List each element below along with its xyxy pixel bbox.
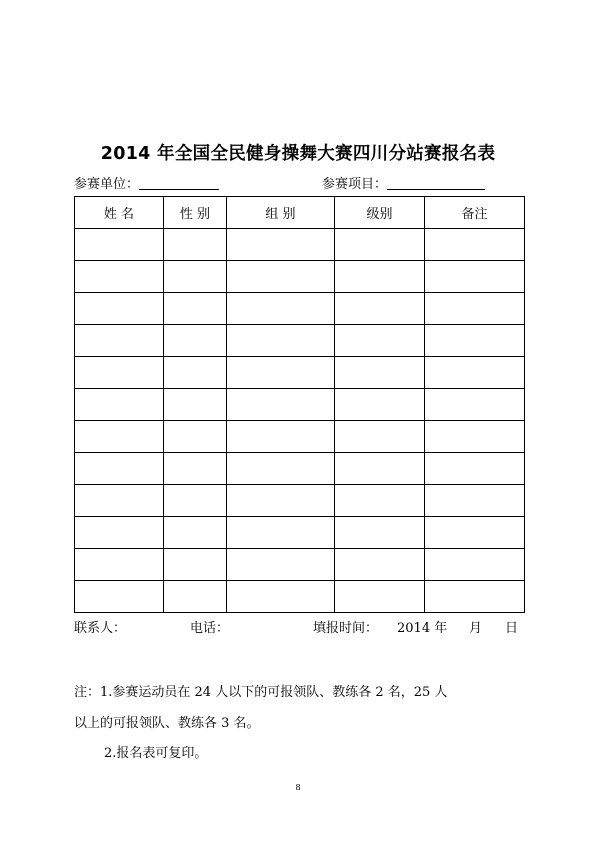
cell-gender[interactable] bbox=[164, 485, 227, 517]
cell-gender[interactable] bbox=[164, 325, 227, 357]
cell-level[interactable] bbox=[335, 485, 425, 517]
table-row bbox=[75, 229, 525, 261]
table-body bbox=[75, 229, 525, 613]
date-year: 2014 年 bbox=[397, 621, 448, 636]
cell-group[interactable] bbox=[227, 357, 335, 389]
cell-remarks[interactable] bbox=[425, 485, 525, 517]
entry-unit-label: 参赛单位： bbox=[74, 177, 140, 192]
cell-group[interactable] bbox=[227, 261, 335, 293]
cell-group[interactable] bbox=[227, 229, 335, 261]
cell-name[interactable] bbox=[75, 325, 164, 357]
table-row bbox=[75, 549, 525, 581]
header-level: 级别 bbox=[335, 197, 425, 229]
table-row bbox=[75, 485, 525, 517]
entry-event-row bbox=[322, 173, 485, 192]
entry-unit-row bbox=[74, 173, 219, 192]
note-2: 2.报名表可复印。 bbox=[104, 746, 208, 761]
contact-label: 联系人： bbox=[74, 621, 127, 636]
date-month: 月 bbox=[469, 621, 483, 636]
cell-remarks[interactable] bbox=[425, 517, 525, 549]
cell-remarks[interactable] bbox=[425, 389, 525, 421]
table-row bbox=[75, 581, 525, 613]
cell-name[interactable] bbox=[75, 581, 164, 613]
header-gender: 性 别 bbox=[164, 197, 227, 229]
cell-name[interactable] bbox=[75, 229, 164, 261]
cell-group[interactable] bbox=[227, 389, 335, 421]
cell-remarks[interactable] bbox=[425, 581, 525, 613]
cell-level[interactable] bbox=[335, 581, 425, 613]
cell-group[interactable] bbox=[227, 325, 335, 357]
form-title: 2014 年全国全民健身操舞大赛四川分站赛报名表 bbox=[100, 144, 496, 164]
cell-group[interactable] bbox=[227, 581, 335, 613]
cell-level[interactable] bbox=[335, 293, 425, 325]
cell-level[interactable] bbox=[335, 229, 425, 261]
cell-level[interactable] bbox=[335, 517, 425, 549]
cell-level[interactable] bbox=[335, 453, 425, 485]
cell-name[interactable] bbox=[75, 485, 164, 517]
cell-remarks[interactable] bbox=[425, 293, 525, 325]
cell-group[interactable] bbox=[227, 517, 335, 549]
header-name: 姓 名 bbox=[75, 197, 164, 229]
cell-remarks[interactable] bbox=[425, 357, 525, 389]
table-row bbox=[75, 357, 525, 389]
entry-unit-field[interactable] bbox=[139, 176, 219, 190]
cell-group[interactable] bbox=[227, 421, 335, 453]
page-number: 8 bbox=[295, 783, 301, 792]
cell-group[interactable] bbox=[227, 549, 335, 581]
entry-event-field[interactable] bbox=[387, 176, 485, 190]
cell-level[interactable] bbox=[335, 325, 425, 357]
cell-gender[interactable] bbox=[164, 549, 227, 581]
cell-gender[interactable] bbox=[164, 421, 227, 453]
table-header-row bbox=[75, 197, 525, 229]
cell-level[interactable] bbox=[335, 389, 425, 421]
cell-gender[interactable] bbox=[164, 261, 227, 293]
table-row bbox=[75, 325, 525, 357]
note-1-line-2: 以上的可报领队、教练各 3 名。 bbox=[74, 716, 260, 731]
entry-event-label: 参赛项目： bbox=[322, 177, 388, 192]
registration-table bbox=[74, 196, 525, 613]
header-remarks: 备注 bbox=[425, 197, 525, 229]
cell-gender[interactable] bbox=[164, 229, 227, 261]
cell-remarks[interactable] bbox=[425, 229, 525, 261]
cell-gender[interactable] bbox=[164, 581, 227, 613]
cell-remarks[interactable] bbox=[425, 453, 525, 485]
cell-name[interactable] bbox=[75, 549, 164, 581]
table-row bbox=[75, 517, 525, 549]
cell-remarks[interactable] bbox=[425, 261, 525, 293]
table-row bbox=[75, 453, 525, 485]
cell-level[interactable] bbox=[335, 357, 425, 389]
cell-remarks[interactable] bbox=[425, 549, 525, 581]
cell-name[interactable] bbox=[75, 389, 164, 421]
cell-gender[interactable] bbox=[164, 293, 227, 325]
phone-label: 电话： bbox=[190, 621, 230, 636]
cell-level[interactable] bbox=[335, 261, 425, 293]
table-row bbox=[75, 261, 525, 293]
note-1-line-1: 注：1.参赛运动员在 24 人以下的可报领队、教练各 2 名，25 人 bbox=[74, 685, 448, 700]
header-group: 组 别 bbox=[227, 197, 335, 229]
cell-remarks[interactable] bbox=[425, 325, 525, 357]
cell-name[interactable] bbox=[75, 453, 164, 485]
cell-gender[interactable] bbox=[164, 389, 227, 421]
cell-remarks[interactable] bbox=[425, 421, 525, 453]
cell-gender[interactable] bbox=[164, 453, 227, 485]
cell-name[interactable] bbox=[75, 293, 164, 325]
cell-name[interactable] bbox=[75, 421, 164, 453]
cell-gender[interactable] bbox=[164, 357, 227, 389]
date-label: 填报时间： bbox=[313, 621, 379, 636]
cell-level[interactable] bbox=[335, 549, 425, 581]
cell-group[interactable] bbox=[227, 485, 335, 517]
cell-name[interactable] bbox=[75, 261, 164, 293]
cell-gender[interactable] bbox=[164, 517, 227, 549]
cell-group[interactable] bbox=[227, 453, 335, 485]
table-row bbox=[75, 293, 525, 325]
cell-group[interactable] bbox=[227, 293, 335, 325]
cell-name[interactable] bbox=[75, 357, 164, 389]
date-day: 日 bbox=[505, 621, 519, 636]
cell-level[interactable] bbox=[335, 421, 425, 453]
cell-name[interactable] bbox=[75, 517, 164, 549]
table-row bbox=[75, 389, 525, 421]
table-row bbox=[75, 421, 525, 453]
